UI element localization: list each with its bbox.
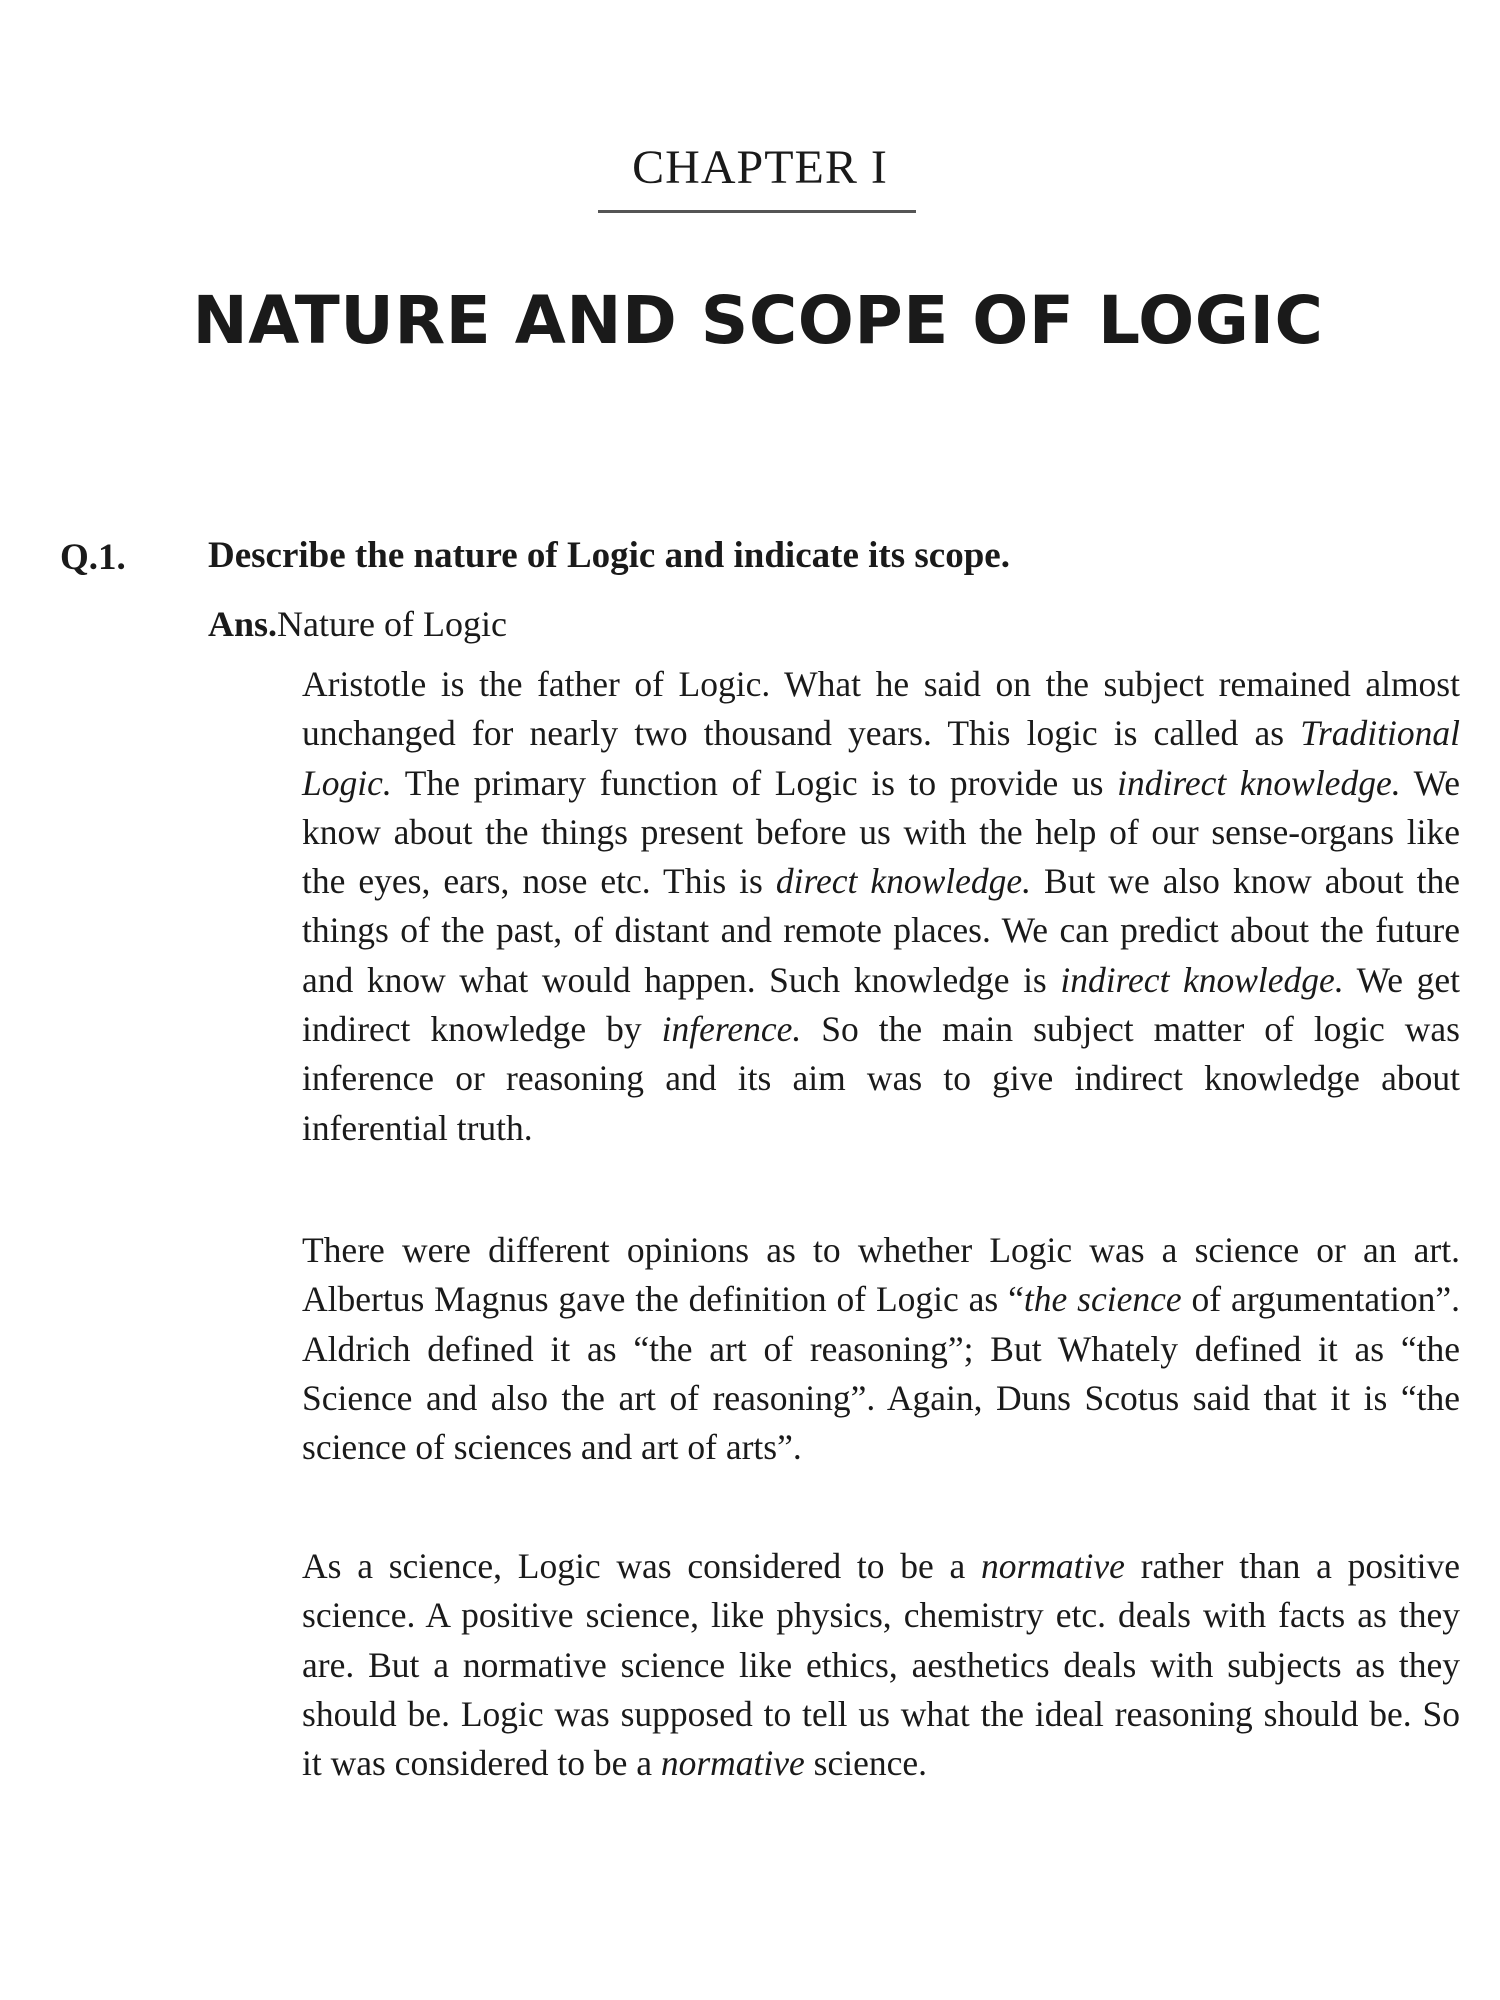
- question-number: Q.1.: [60, 537, 126, 578]
- italic-phrase: direct knowledge.: [775, 861, 1032, 902]
- italic-phrase: normative: [660, 1743, 805, 1784]
- chapter-underline: [598, 210, 916, 213]
- paragraph-text: [302, 1542, 1460, 1788]
- paragraph-text: [302, 660, 1460, 1153]
- answer-label: Ans.: [208, 604, 278, 644]
- text-run: We get indirect knowledge by: [302, 959, 1460, 1050]
- paragraph-2: [302, 1226, 1460, 1472]
- text-run: As a science, Logic was considered to be a: [302, 1546, 981, 1586]
- answer-line: [208, 603, 507, 645]
- italic-phrase: normative: [980, 1546, 1125, 1586]
- italic-phrase: indirect knowledge.: [1117, 762, 1401, 803]
- text-run: But we also know about the things of the past, of distant and remote places. We can predict about the future and know what would happen. Such knowledge is: [302, 861, 1461, 1000]
- chapter-label: CHAPTER I: [632, 141, 888, 194]
- text-run: Aristotle is the father of Logic. What he said on the subject remained almost unchanged for nearly two thousand years. This logic is called as: [302, 664, 1460, 754]
- italic-phrase: inference.: [661, 1009, 802, 1050]
- text-run: We know about the things present before us with the help of our sense-organs like the eyes, ears, nose etc. This is: [302, 762, 1461, 902]
- text-run: So the main subject matter of logic was inference or reasoning and its aim was to give indirect knowledge about inferential truth.: [302, 1009, 1460, 1148]
- paragraph-text: [302, 1226, 1460, 1472]
- paragraph-1: [302, 660, 1460, 1153]
- text-run: rather than a positive science. A positive science, like physics, chemistry etc. deals with facts as they are. But a normative science like ethics, aesthetics deals with subjects as they should be. Logic was supposed to tell us what the ideal reasoning should be. So it was considered to be a: [302, 1546, 1461, 1784]
- text-run: of argumentation”. Aldrich defined it as “the art of reasoning”; But Whately defined it as “the Science and also the art of reasoning”. Again, Duns Scotus said that it is “the science of sciences and art of arts”.: [302, 1279, 1460, 1468]
- text-run: science.: [804, 1743, 928, 1784]
- text-run: The primary function of Logic is to provide us: [391, 762, 1118, 803]
- text-run: There were different opinions as to whether Logic was a science or an art. Albertus Magnus gave the definition of Logic as “: [302, 1230, 1460, 1320]
- italic-phrase: indirect knowledge.: [1060, 959, 1344, 1000]
- paragraph-3: [302, 1542, 1460, 1788]
- answer-heading: Nature of Logic: [277, 604, 507, 644]
- chapter-title: NATURE AND SCOPE OF LOGIC: [192, 282, 1324, 359]
- italic-phrase: Traditional Logic.: [302, 713, 1460, 803]
- italic-phrase: the science: [1023, 1279, 1182, 1320]
- question-text: Describe the nature of Logic and indicate its scope.: [208, 535, 1010, 576]
